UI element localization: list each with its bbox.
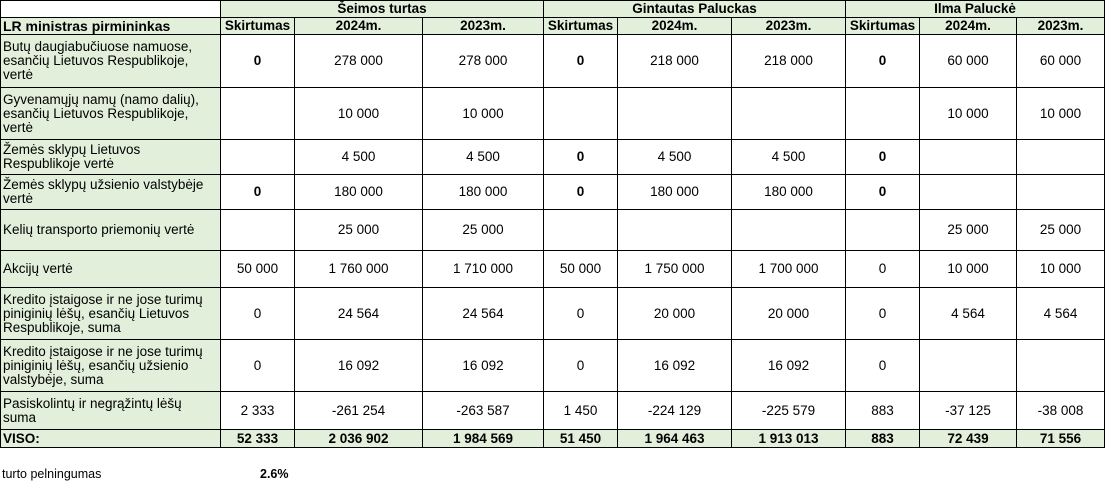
table-cell: 25 000 xyxy=(1017,210,1105,251)
table-cell: 20 000 xyxy=(618,288,732,340)
table-cell: 0 xyxy=(544,140,618,175)
table-cell: 60 000 xyxy=(920,35,1017,88)
table-cell: 16 092 xyxy=(732,340,846,392)
footer xyxy=(2,467,289,481)
table-row xyxy=(1,210,1105,251)
table-cell: 180 000 xyxy=(732,175,846,210)
table-cell xyxy=(1017,140,1105,175)
table-cell: -263 587 xyxy=(423,392,544,430)
table-cell: 4 500 xyxy=(618,140,732,175)
table-cell: 25 000 xyxy=(920,210,1017,251)
table-cell: 0 xyxy=(846,35,920,88)
group-header-row xyxy=(1,1,1105,18)
table-cell: 16 092 xyxy=(618,340,732,392)
table-cell: 180 000 xyxy=(295,175,423,210)
column-header-row xyxy=(1,18,1105,35)
table-cell xyxy=(221,140,295,175)
table-cell: 4 500 xyxy=(732,140,846,175)
table-cell: 4 500 xyxy=(423,140,544,175)
table-cell: -37 125 xyxy=(920,392,1017,430)
total-row xyxy=(1,430,1105,448)
total-cell: 1 964 463 xyxy=(618,430,732,448)
col-header: 2024m. xyxy=(618,18,732,35)
table-cell: 0 xyxy=(544,340,618,392)
table-cell: 2 333 xyxy=(221,392,295,430)
table-cell: 883 xyxy=(846,392,920,430)
table-cell: 1 700 000 xyxy=(732,251,846,288)
table-cell: 0 xyxy=(544,288,618,340)
table-cell: 1 710 000 xyxy=(423,251,544,288)
table-cell: 1 450 xyxy=(544,392,618,430)
row-header-title: LR ministras pirmininkas xyxy=(1,18,221,35)
table-cell: 0 xyxy=(846,251,920,288)
table-cell: -225 579 xyxy=(732,392,846,430)
table-cell: 10 000 xyxy=(423,88,544,140)
table-cell: 25 000 xyxy=(423,210,544,251)
table-cell: 0 xyxy=(846,140,920,175)
table-cell xyxy=(846,88,920,140)
table-cell: 10 000 xyxy=(1017,251,1105,288)
table-cell: -261 254 xyxy=(295,392,423,430)
table-cell: 20 000 xyxy=(732,288,846,340)
table-row xyxy=(1,392,1105,430)
table-cell xyxy=(221,210,295,251)
table-cell: 0 xyxy=(221,340,295,392)
table-cell xyxy=(920,175,1017,210)
table-cell xyxy=(732,210,846,251)
table-cell: 60 000 xyxy=(1017,35,1105,88)
table-cell xyxy=(221,88,295,140)
table-row xyxy=(1,140,1105,175)
table-cell: 218 000 xyxy=(732,35,846,88)
table-cell: 218 000 xyxy=(618,35,732,88)
table-cell: 180 000 xyxy=(618,175,732,210)
total-cell: 883 xyxy=(846,430,920,448)
table-cell: 278 000 xyxy=(295,35,423,88)
table-cell xyxy=(1017,340,1105,392)
row-label: Kredito įstaigose ir ne jose turimų piniginių lėšų, esančių Lietuvos Respublikoje, suma xyxy=(1,288,221,340)
table-cell: 16 092 xyxy=(295,340,423,392)
table-cell: 10 000 xyxy=(295,88,423,140)
total-label: VISO: xyxy=(1,430,221,448)
table-row xyxy=(1,251,1105,288)
row-label: Akcijų vertė xyxy=(1,251,221,288)
table-cell: 24 564 xyxy=(295,288,423,340)
row-label: Kelių transporto priemonių vertė xyxy=(1,210,221,251)
table-cell: -224 129 xyxy=(618,392,732,430)
col-header: 2023m. xyxy=(423,18,544,35)
col-header: Skirtumas xyxy=(846,18,920,35)
table-cell: 0 xyxy=(846,288,920,340)
group-header-family: Šeimos turtas xyxy=(221,1,544,18)
total-cell: 1 913 013 xyxy=(732,430,846,448)
table-row xyxy=(1,288,1105,340)
table-cell xyxy=(846,210,920,251)
table-cell: 0 xyxy=(221,288,295,340)
table-cell: 1 760 000 xyxy=(295,251,423,288)
table-cell xyxy=(920,140,1017,175)
table-cell: 0 xyxy=(544,175,618,210)
table-cell: 278 000 xyxy=(423,35,544,88)
table-cell: 10 000 xyxy=(920,251,1017,288)
col-header: 2023m. xyxy=(1017,18,1105,35)
table-cell: 50 000 xyxy=(221,251,295,288)
table-cell: 0 xyxy=(846,175,920,210)
table-cell: 4 500 xyxy=(295,140,423,175)
table-cell: 10 000 xyxy=(1017,88,1105,140)
table-cell xyxy=(544,88,618,140)
table-cell: 50 000 xyxy=(544,251,618,288)
total-cell: 52 333 xyxy=(221,430,295,448)
col-header: 2024m. xyxy=(920,18,1017,35)
table-row xyxy=(1,88,1105,140)
total-cell: 1 984 569 xyxy=(423,430,544,448)
col-header: 2024m. xyxy=(295,18,423,35)
col-header: Skirtumas xyxy=(544,18,618,35)
row-label: Butų daugiabučiuose namuose, esančių Lietuvos Respublikoje, vertė xyxy=(1,35,221,88)
table-cell: 180 000 xyxy=(423,175,544,210)
table-cell xyxy=(618,210,732,251)
table-cell: 24 564 xyxy=(423,288,544,340)
table-cell: 4 564 xyxy=(1017,288,1105,340)
row-label: Kredito įstaigose ir ne jose turimų piniginių lėšų, esančių užsienio valstybėje, suma xyxy=(1,340,221,392)
table-cell: 0 xyxy=(221,175,295,210)
table-cell: 10 000 xyxy=(920,88,1017,140)
table-row xyxy=(1,35,1105,88)
table-row xyxy=(1,340,1105,392)
table-row xyxy=(1,175,1105,210)
row-label: Žemės sklypų užsienio valstybėje vertė xyxy=(1,175,221,210)
footer-label: turto pelningumas xyxy=(2,467,102,481)
table-cell: 0 xyxy=(221,35,295,88)
table-cell: 0 xyxy=(846,340,920,392)
table-cell xyxy=(732,88,846,140)
total-cell: 72 439 xyxy=(920,430,1017,448)
col-header: Skirtumas xyxy=(221,18,295,35)
table-cell: 16 092 xyxy=(423,340,544,392)
table-cell: 0 xyxy=(544,35,618,88)
row-label: Žemės sklypų Lietuvos Respublikoje vertė xyxy=(1,140,221,175)
table-cell xyxy=(618,88,732,140)
row-label: Gyvenamųjų namų (namo dalių), esančių Lietuvos Respublikoje, vertė xyxy=(1,88,221,140)
total-cell: 71 556 xyxy=(1017,430,1105,448)
corner-cell xyxy=(1,1,221,18)
table-cell xyxy=(920,340,1017,392)
group-header-ilma: Ilma Paluckė xyxy=(846,1,1105,18)
row-label: Pasiskolintų ir negrąžintų lėšų suma xyxy=(1,392,221,430)
table-cell: 25 000 xyxy=(295,210,423,251)
group-header-gintautas: Gintautas Paluckas xyxy=(544,1,846,18)
footer-value: 2.6% xyxy=(260,467,289,481)
table-cell: 1 750 000 xyxy=(618,251,732,288)
total-cell: 51 450 xyxy=(544,430,618,448)
table-cell: 4 564 xyxy=(920,288,1017,340)
table-cell xyxy=(544,210,618,251)
total-cell: 2 036 902 xyxy=(295,430,423,448)
table-cell xyxy=(1017,175,1105,210)
col-header: 2023m. xyxy=(732,18,846,35)
table-cell: -38 008 xyxy=(1017,392,1105,430)
